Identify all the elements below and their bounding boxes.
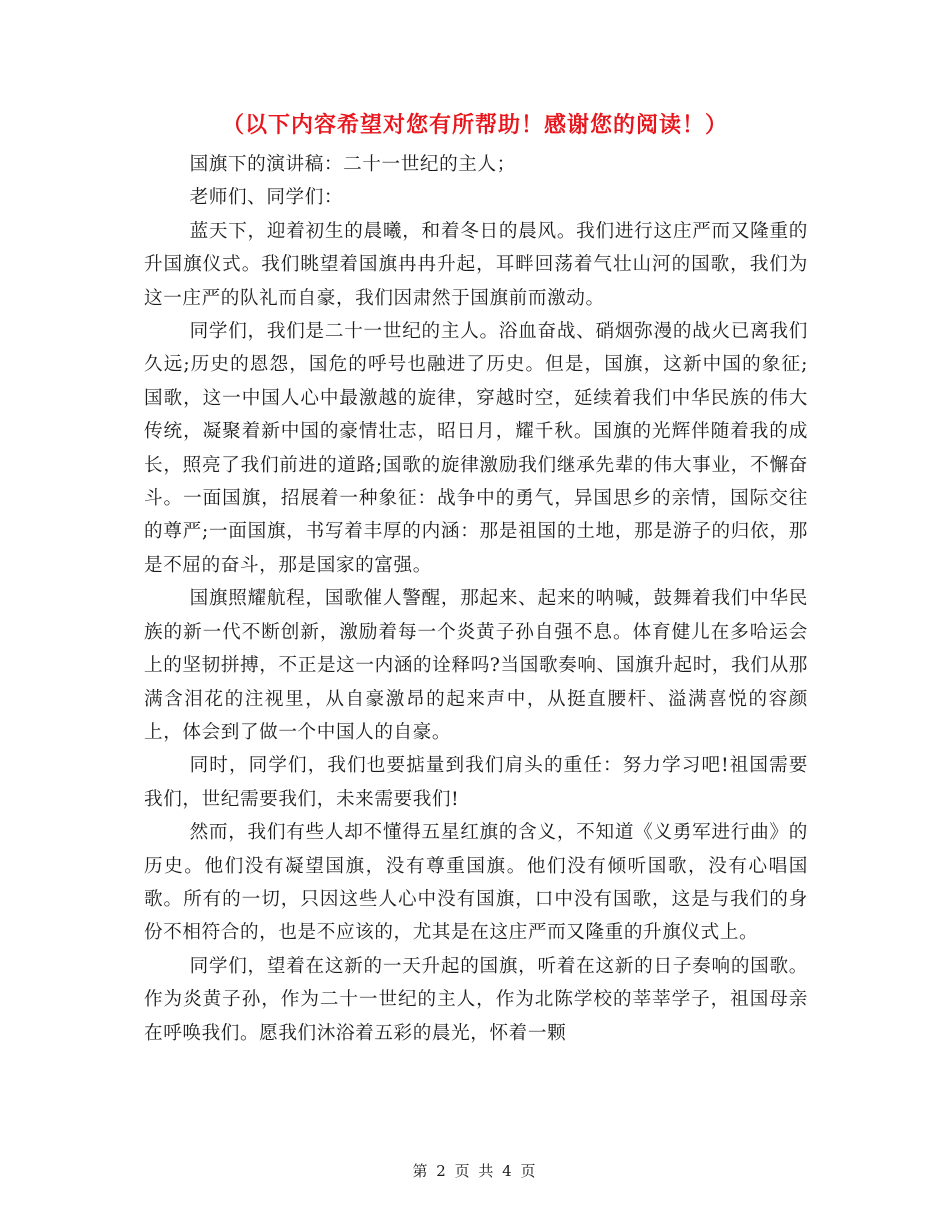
paragraph: 同时，同学们，我们也要掂量到我们肩头的重任：努力学习吧!祖国需要我们，世纪需要我们，未来需要我们!	[144, 755, 808, 810]
body-text	[144, 148, 808, 1050]
header-note: （以下内容希望对您有所帮助！感谢您的阅读！）	[221, 113, 728, 138]
paragraph: 同学们，我们是二十一世纪的主人。浴血奋战、硝烟弥漫的战火已离我们久远;历史的恩怨，国危的呼号也融进了历史。但是，国旗，这新中国的象征;国歌，这一中国人心中最激越的旋律，穿越时空，延续着我们中华民族的伟大传统，凝聚着新中国的豪情壮志，昭日月，耀千秋。国旗的光辉伴随着我的成长，照亮了我们前进的道路;国歌的旋律激励我们继承先辈的伟大事业，不懈奋斗。一面国旗，招展着一种象征：战争中的勇气，异国思乡的亲情，国际交往的尊严;一面国旗，书写着丰厚的内涵：那是祖国的土地，那是游子的归依，那是不屈的奋斗，那是国家的富强。	[144, 321, 808, 576]
page-number: 第 2 页 共 4 页	[412, 1162, 538, 1180]
paragraph: 国旗照耀航程，国歌催人警醒，那起来、起来的呐喊，鼓舞着我们中华民族的新一代不断创新，激励着每一个炎黄子孙自强不息。体育健儿在多哈运会上的坚韧拼搏，不正是这一内涵的诠释吗?当国歌奏响、国旗升起时，我们从那满含泪花的注视里，从自豪激昂的起来声中，从挺直腰杆、溢满喜悦的容颜上，体会到了做一个中国人的自豪。	[144, 588, 808, 743]
paragraph: 蓝天下，迎着初生的晨曦，和着冬日的晨风。我们进行这庄严而又隆重的升国旗仪式。我们眺望着国旗冉冉升起，耳畔回荡着气壮山河的国歌，我们为这一庄严的队礼而自豪，我们因肃然于国旗前而激动。	[144, 220, 808, 309]
paragraph: 然而，我们有些人却不懂得五星红旗的含义，不知道《义勇军进行曲》的历史。他们没有凝望国旗，没有尊重国旗。他们没有倾听国歌，没有心唱国歌。所有的一切，只因这些人心中没有国旗，口中没有国歌，这是与我们的身份不相符合的，也是不应该的，尤其是在这庄严而又隆重的升旗仪式上。	[144, 822, 808, 944]
speech-title: 国旗下的演讲稿：二十一世纪的主人；	[189, 154, 516, 175]
salutation: 老师们、同学们：	[189, 187, 344, 209]
paragraph: 同学们，望着在这新的一天升起的国旗，听着在这新的日子奏响的国歌。作为炎黄子孙，作为二十一世纪的主人，作为北陈学校的莘莘学子，祖国母亲在呼唤我们。愿我们沐浴着五彩的晨光，怀着一颗	[144, 955, 808, 1044]
